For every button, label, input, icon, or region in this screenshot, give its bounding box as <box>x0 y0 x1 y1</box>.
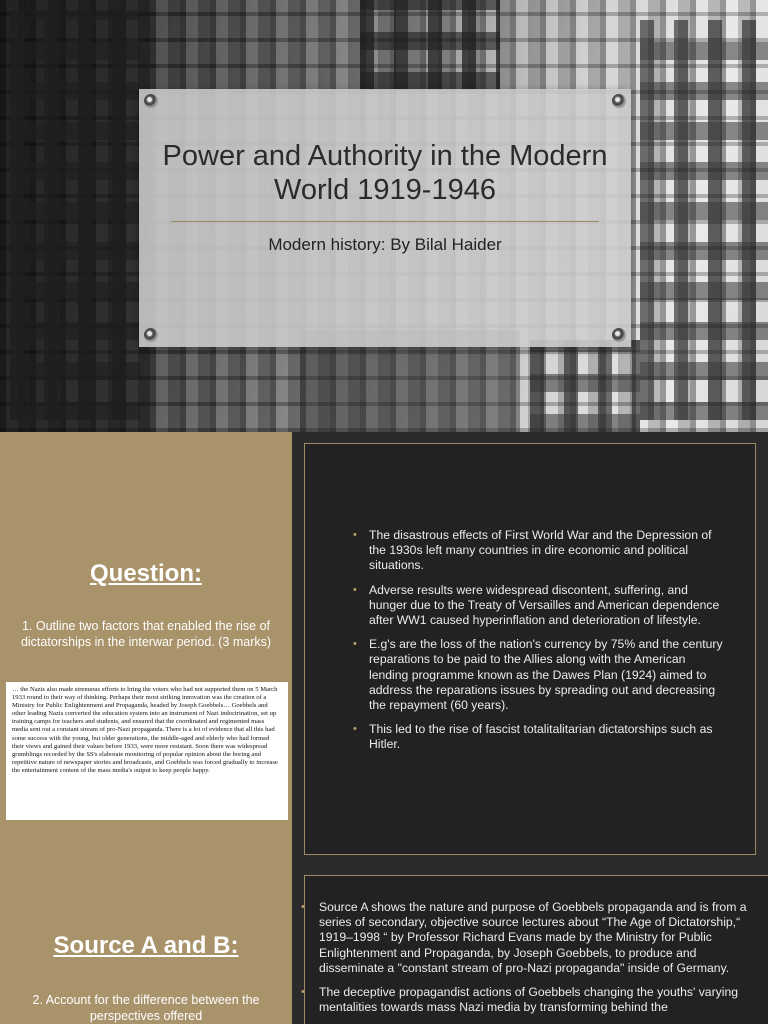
bullet-item: • This led to the rise of fascist totalitalitarian dictatorships such as Hitler. <box>353 722 723 752</box>
answer-bullets <box>353 528 723 762</box>
building-windows-top <box>360 0 500 90</box>
title-card <box>139 89 631 347</box>
bullet-item: • E.g's are the loss of the nation's currency by 75% and the century reparations to be paid to the Allies along with the American lending programme known as the Dawes Plan (1924) aimed to address the reparations issues by spreading out and decreasing the repayment (60 years). <box>353 637 723 713</box>
rivet-icon <box>612 94 626 108</box>
building-windows-bottom <box>530 340 640 432</box>
source-heading: Source A and B: <box>53 932 239 959</box>
left-panel <box>0 432 292 864</box>
building-windows-left <box>10 10 140 420</box>
answer-box <box>304 875 768 1024</box>
title-divider <box>171 221 599 222</box>
source-question-text: 2. Account for the difference between the perspectives offered <box>32 993 260 1023</box>
rivet-icon <box>144 94 158 108</box>
source-slide <box>0 864 768 1024</box>
bullet-item: • Adverse results were widespread discontent, suffering, and hunger due to the Treaty of Versailles and American dependence after WW1 caused hyperinflation and deterioration of lifestyle. <box>353 583 723 629</box>
question-slide <box>0 432 768 864</box>
presentation-subtitle: Modern history: By Bilal Haider <box>268 235 502 254</box>
title-slide <box>0 0 768 432</box>
bullet-item: • Source A shows the nature and purpose of Goebbels propaganda and is from a series of secondary, objective source lectures about “The Age of Dictatorship,“ 1919–1998 “ by Professor Richard Evans made by the Ministry for Public Enlightenment and Propaganda, by Joseph Goebbels, to produce and disseminate a "constant stream of pro-Nazi propaganda" inside of Germany. <box>305 900 757 976</box>
question-heading: Question: <box>90 560 202 587</box>
rivet-icon <box>144 328 158 342</box>
answer-box <box>304 443 756 855</box>
bullet-item: • The deceptive propagandist actions of Goebbels changing the youths' varying mentalities towards mass Nazi media by transforming behind the <box>305 985 757 1015</box>
source-excerpt: … the Nazis also made strenuous efforts to bring the voters who had not supported them on 5 March 1933 round to their way of thinking. Perhaps their most striking innovation was the creation of a Ministry for Public Enlightenment and Propaganda, headed by Joseph Goebbels… Goebbels and other leading Nazis converted the education system into an instrument of Nazi indoctrination, set up training camps for teachers and students, and ensured that the coordinated and regimented mass media sent out a constant stream of pro-Nazi propaganda. There is a lot of evidence that all this had some success with the young, but older generations, the middle-aged and elderly who had formed their views and gained their values before 1933, were more resistant. Soon there was widespread grumblings recorded by the SS's elaborate monitoring of popular opinion about the boring and repetitive nature of newspaper stories and broadcasts, and Goebbels was forced gradually to increase the entertainment content of the mass media's output to keep people happy. <box>6 682 288 820</box>
bullet-item: • The disastrous effects of First World War and the Depression of the 1930s left many countries in dire economic and political situations. <box>353 528 723 574</box>
building-windows-right <box>640 20 768 420</box>
rivet-icon <box>612 328 626 342</box>
question-text: 1. Outline two factors that enabled the rise of dictatorships in the interwar period. (3 marks) <box>20 619 272 649</box>
presentation-title: Power and Authority in the Modern World 1919-1946 <box>162 140 608 206</box>
answer-bullets <box>305 900 757 1024</box>
left-panel <box>0 864 292 1024</box>
